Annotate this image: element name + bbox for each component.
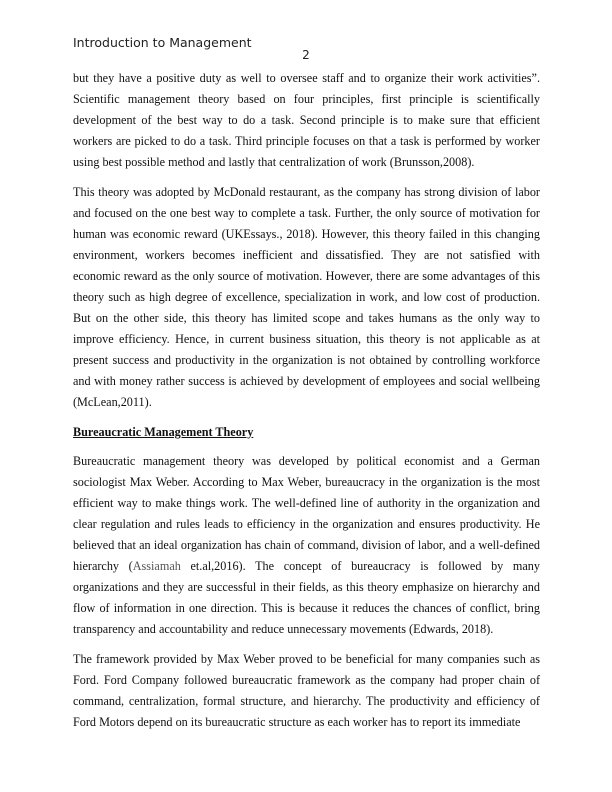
citation-author: Assiamah xyxy=(132,559,181,573)
paragraph-scientific-principles: but they have a positive duty as well to oversee staff and to organize their work activities”. Scientific management theory based on four principles, first principle is scientifically development of the best way to do a task. Second principle is to make sure that efficient workers are picked to do a task. Third principle focuses on that a task is performed by worker using best possible method and lastly that centralization of work (Brunsson,2008). xyxy=(73,71,540,169)
body-text xyxy=(73,68,540,742)
paragraph-bureaucratic-theory xyxy=(73,451,540,640)
paragraph-text-after-cite: et.al,2016). The concept of bureaucracy is followed by many organizations and they are successful in their fields, as this theory emphasize on hierarchy and flow of information in one direction. This is because it reduces the chances of conflict, bring transparency and accountability and reduce unnecessary movements (Edwards, 2018). xyxy=(73,559,540,636)
paragraph-mcdonald-example: This theory was adopted by McDonald restaurant, as the company has strong division of labor and focused on the one best way to complete a task. Further, the only source of motivation for human was economic reward (UKEssays., 2018). However, this theory failed in this changing environment, workers becomes inefficient and dissatisfied. They are not satisfied with economic reward as the only source of motivation. However, there are some advantages of this theory such as high degree of excellence, specialization in work, and low cost of production. But on the other side, this theory has limited scope and takes humans as the only way to improve efficiency. Hence, in current business situation, this theory is not applicable as at present success and productivity in the organization is not obtained by controlling workforce and with money rather success is achieved by development of employees and social wellbeing (McLean,2011). xyxy=(73,185,540,409)
running-header: Introduction to Management xyxy=(73,35,252,50)
paragraph-ford-example: The framework provided by Max Weber proved to be beneficial for many companies such as Ford. Ford Company followed bureaucratic framework as the company had proper chain of command, centralization, formal structure, and hierarchy. The productivity and efficiency of Ford Motors depend on its bureaucratic structure as each worker has to report its immediate xyxy=(73,652,540,729)
page-number: 2 xyxy=(302,48,310,62)
section-heading: Bureaucratic Management Theory xyxy=(73,425,254,439)
paragraph-text-before-cite: Bureaucratic management theory was developed by political economist and a German sociologist Max Weber. According to Max Weber, bureaucracy in the organization is the most efficient way to make things work. The well-defined line of authority in the organization and clear regulation and rules leads to efficiency in the organization and ensures productivity. He believed that an ideal organization has chain of command, division of labor, and a well-defined hierarchy ( xyxy=(73,454,540,573)
